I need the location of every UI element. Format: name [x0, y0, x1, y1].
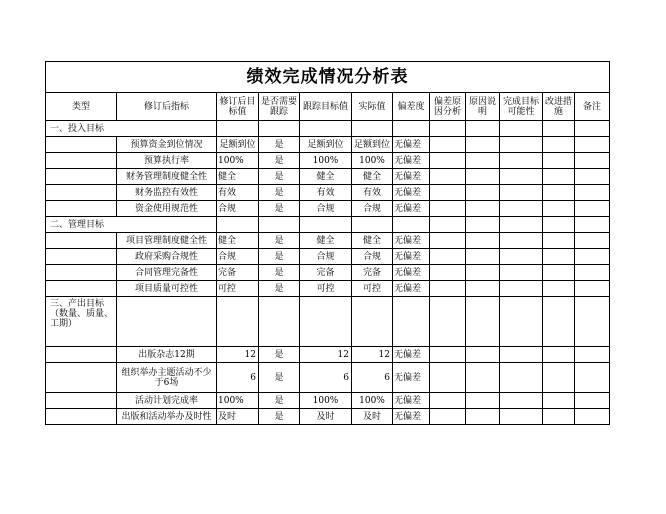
- table-row: [46, 153, 610, 169]
- need-track-cell: 是: [259, 233, 300, 249]
- target-cell: 有效: [217, 185, 259, 201]
- header-reason-analysis: 偏差原因分析: [430, 93, 466, 121]
- track-target-cell: 6: [300, 363, 352, 393]
- table-row: [46, 233, 610, 249]
- track-target-cell: 可控: [300, 281, 352, 297]
- section-row: [46, 217, 610, 233]
- table-row: [46, 363, 610, 393]
- section-label: 二、管理目标: [46, 217, 217, 233]
- actual-cell: 可控: [352, 281, 393, 297]
- need-track-cell: 是: [259, 169, 300, 185]
- table-row: [46, 265, 610, 281]
- header-deviation: 偏差度: [393, 93, 430, 121]
- track-target-cell: 及时: [300, 409, 352, 425]
- track-target-cell: 足额到位: [300, 137, 352, 153]
- actual-cell: 合规: [352, 201, 393, 217]
- target-cell: 100%: [217, 393, 259, 409]
- indicator-cell: 财务管理制度健全性: [117, 169, 217, 185]
- actual-cell: 及时: [352, 409, 393, 425]
- actual-cell: 6: [352, 363, 393, 393]
- target-cell: 100%: [217, 153, 259, 169]
- target-cell: 6: [217, 363, 259, 393]
- deviation-cell: 无偏差: [393, 185, 430, 201]
- target-cell: 合规: [217, 249, 259, 265]
- table-row: [46, 347, 610, 363]
- actual-cell: 足额到位: [352, 137, 393, 153]
- deviation-cell: 无偏差: [393, 153, 430, 169]
- deviation-cell: 无偏差: [393, 233, 430, 249]
- deviation-cell: 无偏差: [393, 347, 430, 363]
- target-cell: 合规: [217, 201, 259, 217]
- target-cell: 及时: [217, 409, 259, 425]
- header-feasibility: 完成目标可能性: [500, 93, 543, 121]
- track-target-cell: 100%: [300, 153, 352, 169]
- indicator-cell: 项目管理制度健全性: [117, 233, 217, 249]
- indicator-cell: 预算执行率: [117, 153, 217, 169]
- header-need-track: 是否需要跟踪: [259, 93, 300, 121]
- header-measures: 改进措施: [543, 93, 575, 121]
- track-target-cell: 健全: [300, 233, 352, 249]
- table-title: 绩效完成情况分析表: [46, 62, 610, 93]
- track-target-cell: 合规: [300, 201, 352, 217]
- deviation-cell: 无偏差: [393, 281, 430, 297]
- table-row: [46, 137, 610, 153]
- indicator-cell: 政府采购合规性: [117, 249, 217, 265]
- track-target-cell: 100%: [300, 393, 352, 409]
- table-row: [46, 281, 610, 297]
- need-track-cell: 是: [259, 201, 300, 217]
- header-indicator: 修订后指标: [117, 93, 217, 121]
- target-cell: 可控: [217, 281, 259, 297]
- header-type: 类型: [46, 93, 117, 121]
- actual-cell: 健全: [352, 169, 393, 185]
- need-track-cell: 是: [259, 409, 300, 425]
- header-reason-note: 原因说明: [466, 93, 500, 121]
- table-row: [46, 201, 610, 217]
- track-target-cell: 合规: [300, 249, 352, 265]
- deviation-cell: 无偏差: [393, 249, 430, 265]
- deviation-cell: 无偏差: [393, 265, 430, 281]
- section-label: 三、产出目标（数量、质量、工期）: [46, 297, 117, 347]
- need-track-cell: 是: [259, 393, 300, 409]
- deviation-cell: 无偏差: [393, 409, 430, 425]
- table-row: [46, 249, 610, 265]
- target-cell: 健全: [217, 169, 259, 185]
- track-target-cell: 12: [300, 347, 352, 363]
- target-cell: 12: [217, 347, 259, 363]
- indicator-cell: 出版杂志12期: [117, 347, 217, 363]
- table-row: [46, 185, 610, 201]
- indicator-cell: 项目质量可控性: [117, 281, 217, 297]
- table-row: [46, 169, 610, 185]
- track-target-cell: 有效: [300, 185, 352, 201]
- actual-cell: 合规: [352, 249, 393, 265]
- performance-analysis-table: [45, 61, 610, 425]
- actual-cell: 完备: [352, 265, 393, 281]
- table-row: [46, 409, 610, 425]
- indicator-cell: 组织举办主题活动不少于6场: [117, 363, 217, 393]
- need-track-cell: 是: [259, 265, 300, 281]
- deviation-cell: 无偏差: [393, 137, 430, 153]
- need-track-cell: 是: [259, 153, 300, 169]
- deviation-cell: 无偏差: [393, 363, 430, 393]
- header-track-target: 跟踪目标值: [300, 93, 352, 121]
- section-row: [46, 297, 610, 347]
- header-row: [46, 93, 610, 121]
- need-track-cell: 是: [259, 185, 300, 201]
- target-cell: 足额到位: [217, 137, 259, 153]
- actual-cell: 健全: [352, 233, 393, 249]
- target-cell: 完备: [217, 265, 259, 281]
- section-row: [46, 121, 610, 137]
- indicator-cell: 出版和活动举办及时性: [117, 409, 217, 425]
- actual-cell: 有效: [352, 185, 393, 201]
- deviation-cell: 无偏差: [393, 393, 430, 409]
- actual-cell: 100%: [352, 393, 393, 409]
- need-track-cell: 是: [259, 281, 300, 297]
- indicator-cell: 预算资金到位情况: [117, 137, 217, 153]
- need-track-cell: 是: [259, 347, 300, 363]
- deviation-cell: 无偏差: [393, 169, 430, 185]
- track-target-cell: 健全: [300, 169, 352, 185]
- section-label: 一、投入目标: [46, 121, 217, 137]
- header-target: 修订后目标值: [217, 93, 259, 121]
- target-cell: 健全: [217, 233, 259, 249]
- deviation-cell: 无偏差: [393, 201, 430, 217]
- header-actual: 实际值: [352, 93, 393, 121]
- actual-cell: 100%: [352, 153, 393, 169]
- table-row: [46, 393, 610, 409]
- need-track-cell: 是: [259, 137, 300, 153]
- need-track-cell: 是: [259, 363, 300, 393]
- need-track-cell: 是: [259, 249, 300, 265]
- header-remark: 备注: [575, 93, 610, 121]
- indicator-cell: 活动计划完成率: [117, 393, 217, 409]
- indicator-cell: 财务监控有效性: [117, 185, 217, 201]
- track-target-cell: 完备: [300, 265, 352, 281]
- indicator-cell: 合同管理完备性: [117, 265, 217, 281]
- indicator-cell: 资金使用规范性: [117, 201, 217, 217]
- actual-cell: 12: [352, 347, 393, 363]
